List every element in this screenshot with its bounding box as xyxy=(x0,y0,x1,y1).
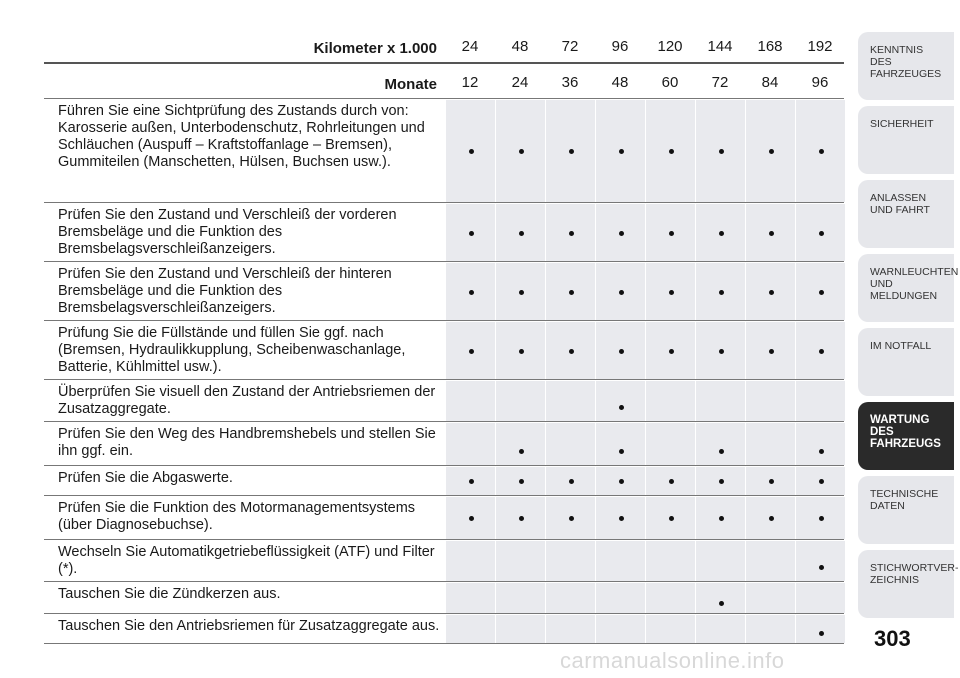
interval-cell xyxy=(545,322,595,379)
interval-cell xyxy=(795,423,845,465)
check-dot-icon xyxy=(669,349,674,354)
interval-cell xyxy=(745,204,795,261)
check-dot-icon xyxy=(819,149,824,154)
table-row xyxy=(44,100,844,202)
interval-cell xyxy=(595,204,645,261)
interval-cell xyxy=(795,541,845,581)
check-dot-icon xyxy=(569,290,574,295)
interval-cell xyxy=(595,467,645,495)
check-dot-icon xyxy=(469,349,474,354)
interval-cell xyxy=(645,100,695,202)
interval-cell xyxy=(695,583,745,613)
months-label: Monate xyxy=(384,76,437,93)
sidebar-tab[interactable]: IM NOTFALL xyxy=(858,328,954,396)
task-description: Prüfen Sie die Abgaswerte. xyxy=(58,470,233,486)
interval-cell xyxy=(545,497,595,539)
row-divider xyxy=(44,421,844,422)
interval-cell xyxy=(645,467,695,495)
interval-cell xyxy=(445,615,495,643)
check-dot-icon xyxy=(619,349,624,354)
check-dot-icon xyxy=(719,149,724,154)
interval-cell xyxy=(445,381,495,421)
task-description: Wechseln Sie Automatikgetriebeflüssigkeit (ATF) und Filter (*). xyxy=(58,544,435,577)
sidebar-tab[interactable]: TECHNISCHE DATEN xyxy=(858,476,954,544)
interval-cell xyxy=(595,615,645,643)
km-header-row xyxy=(44,34,844,62)
table-row xyxy=(44,263,844,320)
check-dot-icon xyxy=(719,479,724,484)
interval-cell xyxy=(695,615,745,643)
interval-cell xyxy=(745,322,795,379)
interval-cell xyxy=(745,497,795,539)
row-divider xyxy=(44,495,844,496)
km-header-cell: 192 xyxy=(807,38,833,55)
check-dot-icon xyxy=(619,479,624,484)
interval-cell xyxy=(445,263,495,320)
task-description: Prüfen Sie den Weg des Handbremshebels und stellen Sie ihn ggf. ein. xyxy=(58,426,436,459)
interval-cell xyxy=(695,322,745,379)
check-dot-icon xyxy=(669,149,674,154)
interval-cell xyxy=(645,423,695,465)
check-dot-icon xyxy=(819,290,824,295)
interval-cell xyxy=(695,467,745,495)
sidebar-tab[interactable]: STICHWORTVER-ZEICHNIS xyxy=(858,550,954,618)
check-dot-icon xyxy=(619,290,624,295)
check-dot-icon xyxy=(719,601,724,606)
interval-cell xyxy=(495,497,545,539)
check-dot-icon xyxy=(519,349,524,354)
interval-cell xyxy=(795,467,845,495)
interval-cell xyxy=(795,263,845,320)
interval-cell xyxy=(745,615,795,643)
interval-cell xyxy=(545,541,595,581)
km-header-cell: 72 xyxy=(561,38,579,55)
km-header-cell: 96 xyxy=(611,38,629,55)
sidebar-tab[interactable]: SICHERHEIT xyxy=(858,106,954,174)
interval-cell xyxy=(695,263,745,320)
table-row xyxy=(44,381,844,421)
check-dot-icon xyxy=(469,290,474,295)
watermark: carmanualsonline.info xyxy=(560,648,785,673)
months-header-row xyxy=(44,66,844,94)
row-divider xyxy=(44,643,844,644)
interval-cell xyxy=(795,583,845,613)
km-label: Kilometer x 1.000 xyxy=(313,40,437,57)
row-divider xyxy=(44,202,844,203)
check-dot-icon xyxy=(569,349,574,354)
check-dot-icon xyxy=(819,449,824,454)
interval-cell xyxy=(495,263,545,320)
check-dot-icon xyxy=(619,149,624,154)
check-dot-icon xyxy=(469,479,474,484)
sidebar-tab[interactable]: ANLASSEN UND FAHRT xyxy=(858,180,954,248)
check-dot-icon xyxy=(819,516,824,521)
check-dot-icon xyxy=(719,290,724,295)
interval-cell xyxy=(745,381,795,421)
months-rule xyxy=(44,98,844,99)
check-dot-icon xyxy=(669,479,674,484)
interval-cell xyxy=(495,467,545,495)
check-dot-icon xyxy=(719,449,724,454)
check-dot-icon xyxy=(719,231,724,236)
table-row xyxy=(44,615,844,643)
check-dot-icon xyxy=(519,231,524,236)
interval-cell xyxy=(595,583,645,613)
interval-cell xyxy=(745,541,795,581)
interval-cell xyxy=(645,322,695,379)
interval-cell xyxy=(545,100,595,202)
check-dot-icon xyxy=(619,405,624,410)
km-header-cell: 24 xyxy=(461,38,479,55)
check-dot-icon xyxy=(819,479,824,484)
task-description: Tauschen Sie die Zündkerzen aus. xyxy=(58,586,281,602)
interval-cell xyxy=(645,615,695,643)
interval-cell xyxy=(545,204,595,261)
interval-cell xyxy=(495,322,545,379)
interval-cell xyxy=(445,204,495,261)
table-row xyxy=(44,204,844,261)
interval-cell xyxy=(595,322,645,379)
interval-cell xyxy=(595,423,645,465)
check-dot-icon xyxy=(469,149,474,154)
interval-cell xyxy=(595,100,645,202)
interval-cell xyxy=(595,541,645,581)
interval-cell xyxy=(445,497,495,539)
check-dot-icon xyxy=(719,349,724,354)
check-dot-icon xyxy=(769,349,774,354)
check-dot-icon xyxy=(519,290,524,295)
task-description: Prüfung Sie die Füllstände und füllen Sie ggf. nach (Bremsen, Hydraulikkupplung, Scheibenwaschanlage, Batterie, Kühlmittel usw.). xyxy=(58,325,406,375)
interval-cell xyxy=(795,497,845,539)
row-divider xyxy=(44,465,844,466)
interval-cell xyxy=(695,204,745,261)
interval-cell xyxy=(695,497,745,539)
interval-cell xyxy=(445,423,495,465)
check-dot-icon xyxy=(469,231,474,236)
months-header-cell: 48 xyxy=(611,74,629,91)
interval-cell xyxy=(795,204,845,261)
task-description: Führen Sie eine Sichtprüfung des Zustands durch von: Karosserie außen, Unterbodenschutz, Rohrleitungen und Schläuchen (Auspuff – Kraftstoffanlage – Bremsen), Gummiteilen (Manschetten, Hülsen, Buchsen usw.). xyxy=(58,103,425,170)
task-description: Prüfen Sie die Funktion des Motormanagementsystems (über Diagnosebuchse). xyxy=(58,500,416,533)
interval-cell xyxy=(495,423,545,465)
row-divider xyxy=(44,613,844,614)
interval-cell xyxy=(495,381,545,421)
check-dot-icon xyxy=(769,149,774,154)
check-dot-icon xyxy=(619,516,624,521)
km-header-cell: 48 xyxy=(511,38,529,55)
table-row xyxy=(44,467,844,495)
interval-cell xyxy=(495,100,545,202)
months-header-cell: 60 xyxy=(661,74,679,91)
interval-cell xyxy=(745,263,795,320)
interval-cell xyxy=(545,423,595,465)
km-header-cell: 120 xyxy=(657,38,683,55)
interval-cell xyxy=(545,381,595,421)
check-dot-icon xyxy=(719,516,724,521)
interval-cell xyxy=(645,204,695,261)
row-divider xyxy=(44,379,844,380)
table-row xyxy=(44,322,844,379)
check-dot-icon xyxy=(619,231,624,236)
check-dot-icon xyxy=(519,479,524,484)
check-dot-icon xyxy=(819,349,824,354)
check-dot-icon xyxy=(569,231,574,236)
check-dot-icon xyxy=(519,516,524,521)
interval-cell xyxy=(645,263,695,320)
row-divider xyxy=(44,539,844,540)
interval-cell xyxy=(545,467,595,495)
interval-cell xyxy=(645,381,695,421)
interval-cell xyxy=(645,541,695,581)
check-dot-icon xyxy=(669,516,674,521)
check-dot-icon xyxy=(669,231,674,236)
check-dot-icon xyxy=(819,231,824,236)
interval-cell xyxy=(495,541,545,581)
interval-cell xyxy=(595,381,645,421)
table-row xyxy=(44,497,844,539)
check-dot-icon xyxy=(769,231,774,236)
interval-cell xyxy=(545,583,595,613)
months-header-cell: 84 xyxy=(761,74,779,91)
task-description: Prüfen Sie den Zustand und Verschleiß der hinteren Bremsbeläge und die Funktion des Bremsbelagsverschleißanzeigers. xyxy=(58,266,392,316)
km-header-cell: 168 xyxy=(757,38,783,55)
check-dot-icon xyxy=(769,516,774,521)
check-dot-icon xyxy=(769,290,774,295)
check-dot-icon xyxy=(519,149,524,154)
table-row xyxy=(44,541,844,581)
interval-cell xyxy=(795,615,845,643)
interval-cell xyxy=(795,322,845,379)
header-rule xyxy=(44,62,844,64)
interval-cell xyxy=(495,204,545,261)
interval-cell xyxy=(695,381,745,421)
km-header-cell: 144 xyxy=(707,38,733,55)
table-row xyxy=(44,583,844,613)
interval-cell xyxy=(695,541,745,581)
page-number: 303 xyxy=(874,626,911,651)
row-divider xyxy=(44,320,844,321)
interval-cell xyxy=(795,381,845,421)
interval-cell xyxy=(445,100,495,202)
interval-cell xyxy=(445,467,495,495)
interval-cell xyxy=(745,100,795,202)
interval-cell xyxy=(445,541,495,581)
interval-cell xyxy=(695,423,745,465)
check-dot-icon xyxy=(619,449,624,454)
months-header-cell: 72 xyxy=(711,74,729,91)
row-divider xyxy=(44,261,844,262)
table-row xyxy=(44,423,844,465)
check-dot-icon xyxy=(819,631,824,636)
interval-cell xyxy=(645,583,695,613)
check-dot-icon xyxy=(819,565,824,570)
task-description: Prüfen Sie den Zustand und Verschleiß der vorderen Bremsbeläge und die Funktion des Bremsbelagsverschleißanzeigers. xyxy=(58,207,397,257)
interval-cell xyxy=(795,100,845,202)
check-dot-icon xyxy=(769,479,774,484)
interval-cell xyxy=(695,100,745,202)
check-dot-icon xyxy=(669,290,674,295)
check-dot-icon xyxy=(569,149,574,154)
check-dot-icon xyxy=(569,516,574,521)
row-divider xyxy=(44,581,844,582)
check-dot-icon xyxy=(469,516,474,521)
months-header-cell: 36 xyxy=(561,74,579,91)
interval-cell xyxy=(545,263,595,320)
task-description: Tauschen Sie den Antriebsriemen für Zusatzaggregate aus. xyxy=(58,618,440,634)
interval-cell xyxy=(745,467,795,495)
interval-cell xyxy=(595,497,645,539)
maintenance-schedule-table xyxy=(44,34,844,634)
interval-cell xyxy=(595,263,645,320)
months-header-cell: 24 xyxy=(511,74,529,91)
check-dot-icon xyxy=(519,449,524,454)
interval-cell xyxy=(745,583,795,613)
interval-cell xyxy=(445,583,495,613)
check-dot-icon xyxy=(569,479,574,484)
interval-cell xyxy=(645,497,695,539)
sidebar-tab[interactable]: WARTUNG DES FAHRZEUGS xyxy=(858,402,954,470)
months-header-cell: 12 xyxy=(461,74,479,91)
interval-cell xyxy=(495,583,545,613)
sidebar-tab[interactable]: KENNTNIS DES FAHRZEUGES xyxy=(858,32,954,100)
interval-cell xyxy=(545,615,595,643)
sidebar-tab[interactable]: WARNLEUCHTEN UND MELDUNGEN xyxy=(858,254,954,322)
interval-cell xyxy=(745,423,795,465)
interval-cell xyxy=(495,615,545,643)
task-description: Überprüfen Sie visuell den Zustand der Antriebsriemen der Zusatzaggregate. xyxy=(58,384,436,417)
interval-cell xyxy=(445,322,495,379)
months-header-cell: 96 xyxy=(811,74,829,91)
